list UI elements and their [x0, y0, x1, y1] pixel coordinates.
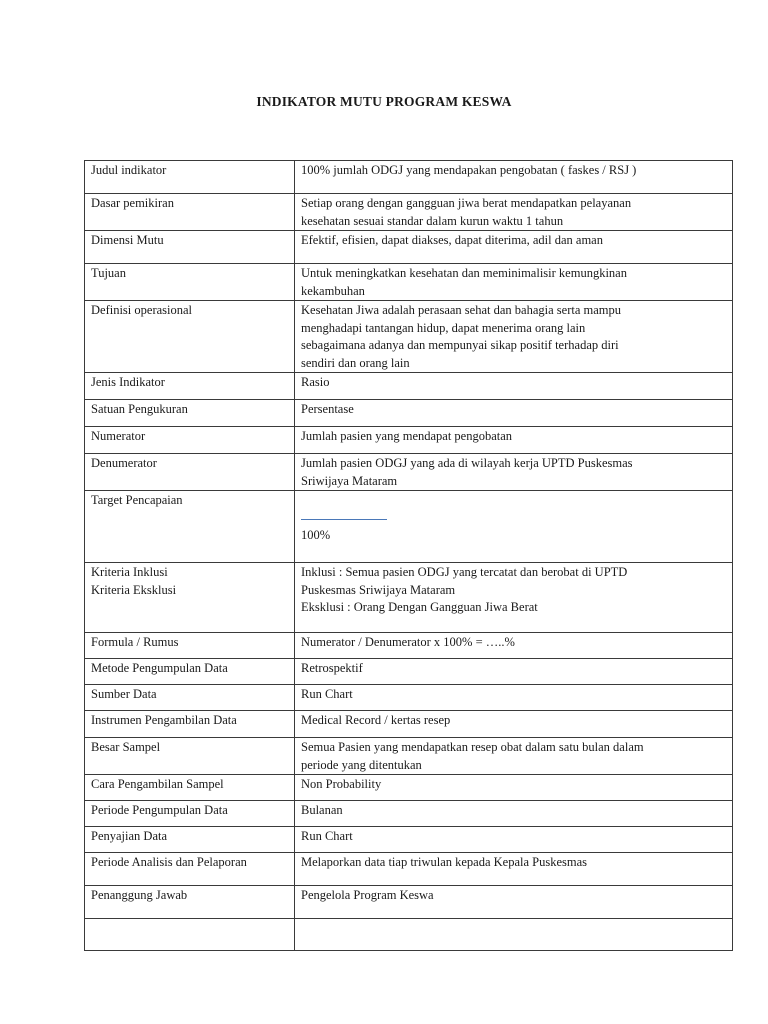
annotation-line [301, 519, 387, 520]
table-row [85, 563, 733, 633]
row-label-numerator: Numerator [85, 427, 295, 454]
row-label-definisi-operasional: Definisi operasional [85, 301, 295, 373]
table-row [85, 659, 733, 685]
row-label-denumerator: Denumerator [85, 454, 295, 491]
row-value-penyajian-data: Run Chart [295, 827, 733, 853]
table-row [85, 301, 733, 373]
table-row [85, 491, 733, 563]
row-value-penanggung-jawab: Pengelola Program Keswa [295, 886, 733, 919]
table-row [85, 853, 733, 886]
row-label-formula: Formula / Rumus [85, 633, 295, 659]
table-row [85, 633, 733, 659]
row-value-empty [295, 919, 733, 951]
row-value-target-pencapaian: 100% [301, 528, 331, 542]
row-value-cara-pengambilan: Non Probability [295, 775, 733, 801]
table-row [85, 400, 733, 427]
table-row [85, 231, 733, 264]
table-row [85, 264, 733, 301]
row-label-judul-indikator: Judul indikator [85, 161, 295, 194]
row-label-periode-analisis: Periode Analisis dan Pelaporan [85, 853, 295, 886]
document-title: INDIKATOR MUTU PROGRAM KESWA [256, 94, 512, 109]
table-row [85, 775, 733, 801]
table-row [85, 161, 733, 194]
row-value-metode-pengumpulan: Retrospektif [295, 659, 733, 685]
table-row [85, 827, 733, 853]
table-row [85, 373, 733, 400]
row-label-cara-pengambilan: Cara Pengambilan Sampel [85, 775, 295, 801]
table-row [85, 454, 733, 491]
table-row [85, 711, 733, 738]
table-row [85, 738, 733, 775]
row-label-satuan-pengukuran: Satuan Pengukuran [85, 400, 295, 427]
row-value-periode-analisis: Melaporkan data tiap triwulan kepada Kepala Puskesmas [295, 853, 733, 886]
row-value-kriteria: Inklusi : Semua pasien ODGJ yang tercatat dan berobat di UPTD Puskesmas Sriwijaya Mataram Eksklusi : Orang Dengan Gangguan Jiwa Berat [295, 563, 733, 633]
row-label-kriteria: Kriteria Inklusi Kriteria Eksklusi [85, 563, 295, 633]
table-row [85, 801, 733, 827]
row-label-penanggung-jawab: Penanggung Jawab [85, 886, 295, 919]
row-value-target-pencapaian-cell [295, 491, 733, 563]
row-value-dasar-pemikiran: Setiap orang dengan gangguan jiwa berat mendapatkan pelayanan kesehatan sesuai standar dalam kurun waktu 1 tahun [295, 194, 733, 231]
row-label-jenis-indikator: Jenis Indikator [85, 373, 295, 400]
row-label-instrumen: Instrumen Pengambilan Data [85, 711, 295, 738]
row-label-sumber-data: Sumber Data [85, 685, 295, 711]
row-label-tujuan: Tujuan [85, 264, 295, 301]
row-label-dasar-pemikiran: Dasar pemikiran [85, 194, 295, 231]
row-value-dimensi-mutu: Efektif, efisien, dapat diakses, dapat diterima, adil dan aman [295, 231, 733, 264]
indicator-table [84, 160, 733, 951]
row-value-definisi-operasional: Kesehatan Jiwa adalah perasaan sehat dan bahagia serta mampu menghadapi tantangan hidup, dapat menerima orang lain sebagaimana adanya dan mempunyai sikap positif terhadap diri sendiri dan orang lain [295, 301, 733, 373]
row-label-target-pencapaian: Target Pencapaian [85, 491, 295, 563]
row-label-dimensi-mutu: Dimensi Mutu [85, 231, 295, 264]
row-label-periode-pengumpulan: Periode Pengumpulan Data [85, 801, 295, 827]
row-label-besar-sampel: Besar Sampel [85, 738, 295, 775]
row-value-periode-pengumpulan: Bulanan [295, 801, 733, 827]
row-label-metode-pengumpulan: Metode Pengumpulan Data [85, 659, 295, 685]
row-label-empty [85, 919, 295, 951]
row-value-tujuan: Untuk meningkatkan kesehatan dan meminimalisir kemungkinan kekambuhan [295, 264, 733, 301]
row-value-denumerator: Jumlah pasien ODGJ yang ada di wilayah kerja UPTD Puskesmas Sriwijaya Mataram [295, 454, 733, 491]
table-row [85, 919, 733, 951]
table-row [85, 685, 733, 711]
table-row [85, 194, 733, 231]
row-label-penyajian-data: Penyajian Data [85, 827, 295, 853]
row-value-judul-indikator: 100% jumlah ODGJ yang mendapakan pengobatan ( faskes / RSJ ) [295, 161, 733, 194]
target-value-wrap [301, 510, 330, 563]
row-value-besar-sampel: Semua Pasien yang mendapatkan resep obat dalam satu bulan dalam periode yang ditentukan [295, 738, 733, 775]
row-value-satuan-pengukuran: Persentase [295, 400, 733, 427]
row-value-jenis-indikator: Rasio [295, 373, 733, 400]
row-value-instrumen: Medical Record / kertas resep [295, 711, 733, 738]
table-row [85, 427, 733, 454]
table-row [85, 886, 733, 919]
row-value-sumber-data: Run Chart [295, 685, 733, 711]
row-value-formula: Numerator / Denumerator x 100% = …..% [295, 633, 733, 659]
row-value-numerator: Jumlah pasien yang mendapat pengobatan [295, 427, 733, 454]
